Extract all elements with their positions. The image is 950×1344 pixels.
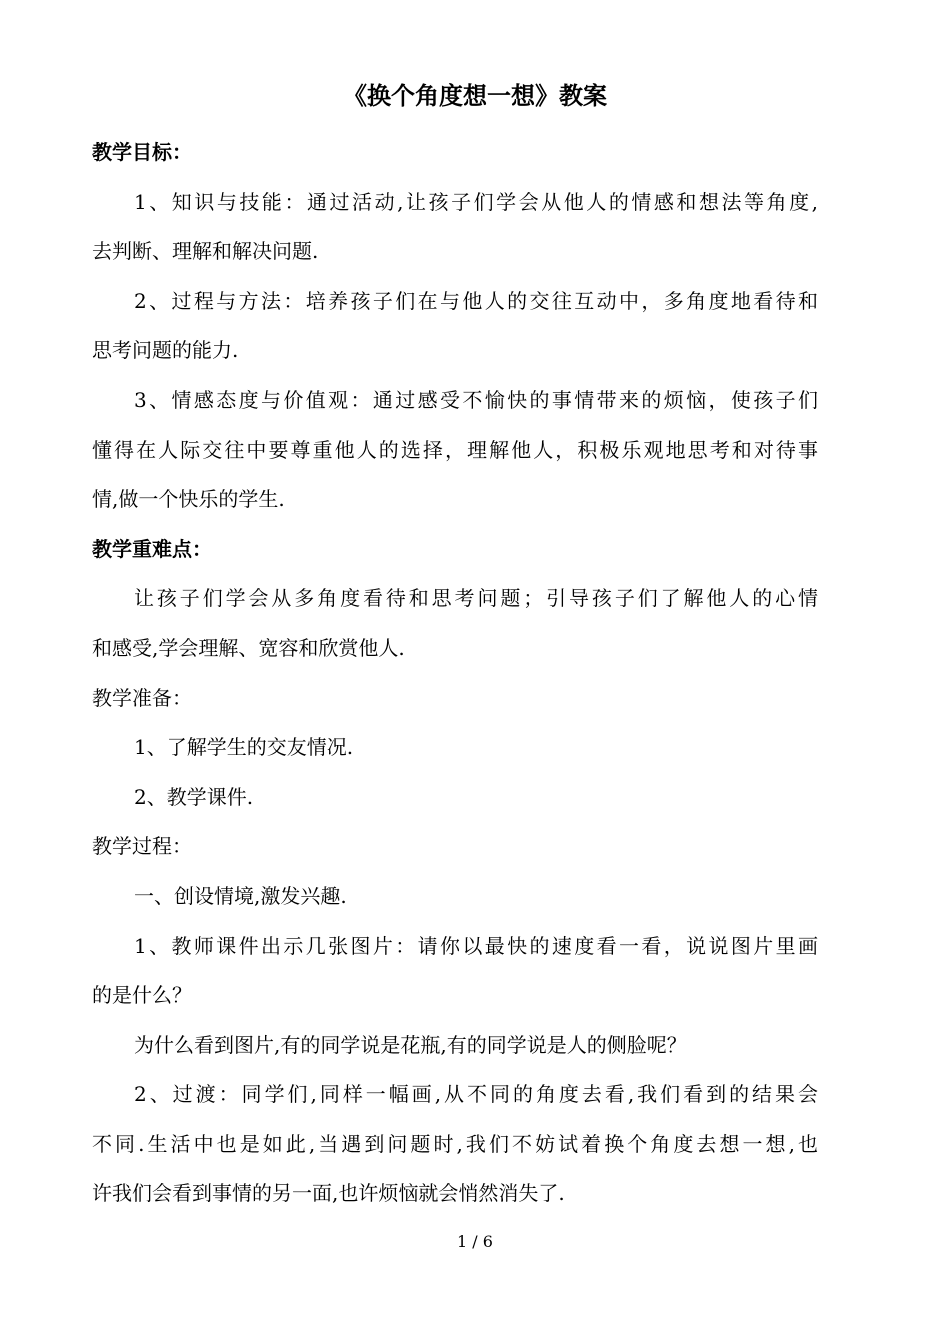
list-item: 1、了解学生的交友情况. [134, 735, 354, 760]
page-number: 1 / 6 [457, 1232, 493, 1251]
paragraph-line: 懂得在人际交往中要尊重他人的选择，理解他人，积极乐观地思考和对待事 [92, 437, 818, 462]
paragraph-line: 思考问题的能力. [92, 338, 239, 363]
list-item: 2、教学课件. [134, 784, 254, 809]
paragraph-line: 和感受,学会理解、宽容和欣赏他人. [92, 635, 405, 660]
paragraph-line: 不同.生活中也是如此,当遇到问题时,我们不妨试着换个角度去想一想,也 [92, 1131, 818, 1156]
section-heading-goals: 教学目标： [92, 140, 192, 164]
paragraph-line: 情,做一个快乐的学生. [92, 487, 285, 512]
subsection-heading: 一、创设情境,激发兴趣. [134, 883, 347, 908]
section-heading-preparation: 教学准备： [92, 685, 192, 710]
section-heading-process: 教学过程： [92, 834, 192, 859]
paragraph-line: 的是什么？ [92, 983, 192, 1008]
section-heading-key-points: 教学重难点： [92, 536, 212, 561]
paragraph-line: 许我们会看到事情的另一面,也许烦恼就会悄然消失了. [92, 1181, 565, 1206]
document-title: 《换个角度想一想》教案 [343, 82, 607, 110]
paragraph-line: 去判断、理解和解决问题. [92, 239, 319, 264]
paragraph-line: 2、过渡：同学们,同样一幅画,从不同的角度去看,我们看到的结果会 [134, 1082, 818, 1107]
paragraph-line: 为什么看到图片,有的同学说是花瓶,有的同学说是人的侧脸呢？ [134, 1032, 687, 1057]
paragraph-line: 1、知识与技能：通过活动,让孩子们学会从他人的情感和想法等角度, [134, 189, 818, 214]
paragraph-line: 1、教师课件出示几张图片：请你以最快的速度看一看，说说图片里画 [134, 933, 818, 958]
paragraph-line: 2、过程与方法：培养孩子们在与他人的交往互动中，多角度地看待和 [134, 288, 818, 313]
paragraph-line: 3、情感态度与价值观：通过感受不愉快的事情带来的烦恼，使孩子们 [134, 387, 818, 412]
document-body [92, 128, 818, 1219]
paragraph-line: 让孩子们学会从多角度看待和思考问题；引导孩子们了解他人的心情 [134, 586, 818, 611]
